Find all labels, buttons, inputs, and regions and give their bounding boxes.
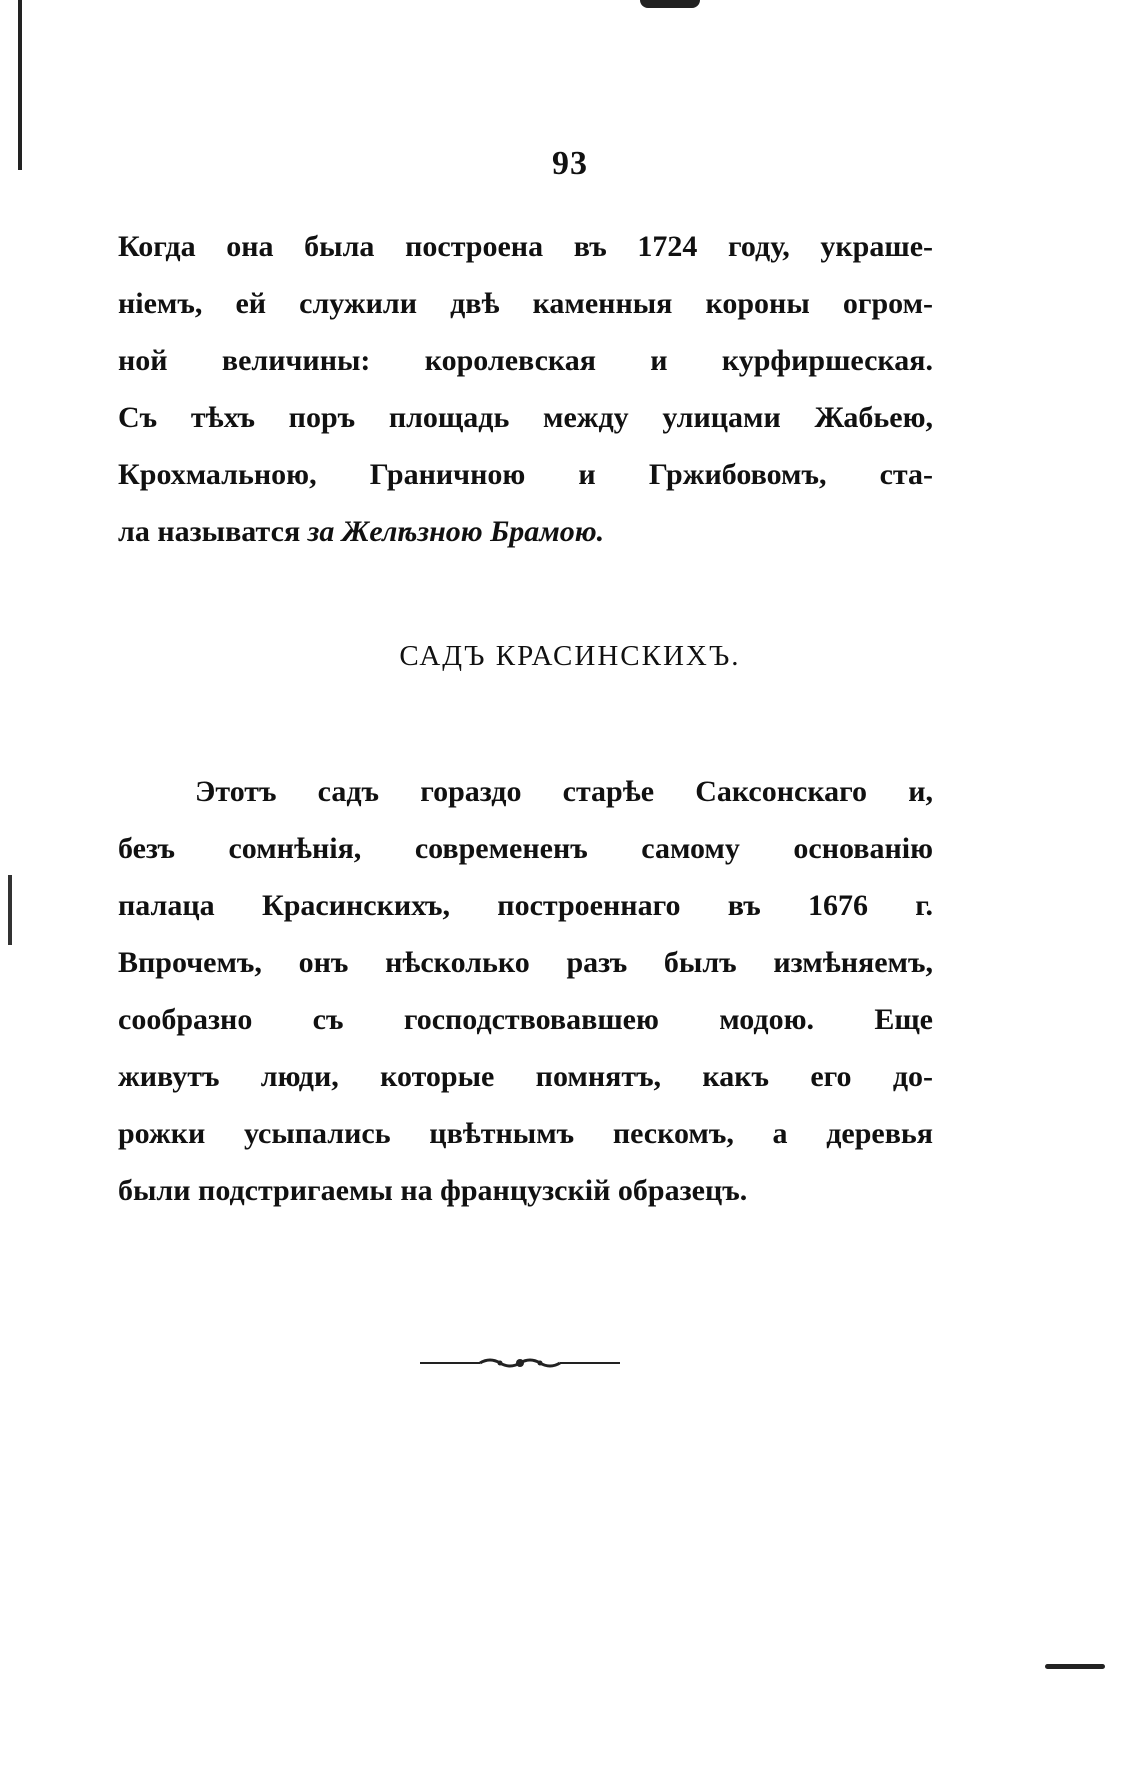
text-line-prefix: ла называтся xyxy=(118,515,308,548)
text-line: палаца Красинскихъ, построеннаго въ 1676 г. xyxy=(118,889,933,922)
text-line: Впрочемъ, онъ нѣсколько разъ былъ измѣняемъ, xyxy=(118,946,933,979)
text-line: сообразно съ господствовавшею модою. Еще xyxy=(118,1003,933,1036)
paragraph-garden xyxy=(118,763,933,1219)
scan-ink-smudge-bottom xyxy=(1045,1664,1105,1669)
text-line: рожки усыпались цвѣтнымъ пескомъ, а деревья xyxy=(118,1117,933,1150)
text-line: живутъ люди, которые помнятъ, какъ его до- xyxy=(118,1060,933,1093)
text-line: ной величины: королевская и курфиршеская. xyxy=(118,344,933,377)
text-line: ніемъ, ей служили двѣ каменныя короны огром- xyxy=(118,287,933,320)
italic-place-name: за Желѣзною Брамою. xyxy=(307,515,605,548)
scan-ink-smudge-top xyxy=(640,0,700,8)
text-line-last: были подстригаемы на французскій образецъ. xyxy=(118,1174,748,1207)
text-line: Съ тѣхъ поръ площадь между улицами Жабьею, xyxy=(118,401,933,434)
text-line-last xyxy=(118,503,933,560)
text-line: Когда она была построена въ 1724 году, украше- xyxy=(118,230,933,263)
text-line: Крохмальною, Граничною и Гржибовомъ, ста- xyxy=(118,458,933,491)
paragraph-gates xyxy=(118,218,933,560)
text-line: Этотъ садъ гораздо старѣе Саксонскаго и, xyxy=(195,775,933,808)
divider-ornament-icon xyxy=(420,1356,620,1370)
ornamental-divider xyxy=(420,1356,620,1370)
scan-edge-mark-lower xyxy=(8,875,12,945)
section-heading: САДЪ КРАСИНСКИХЪ. xyxy=(399,640,741,672)
page-number: 93 xyxy=(552,145,588,182)
text-line: безъ сомнѣнія, современенъ самому основанію xyxy=(118,832,933,865)
